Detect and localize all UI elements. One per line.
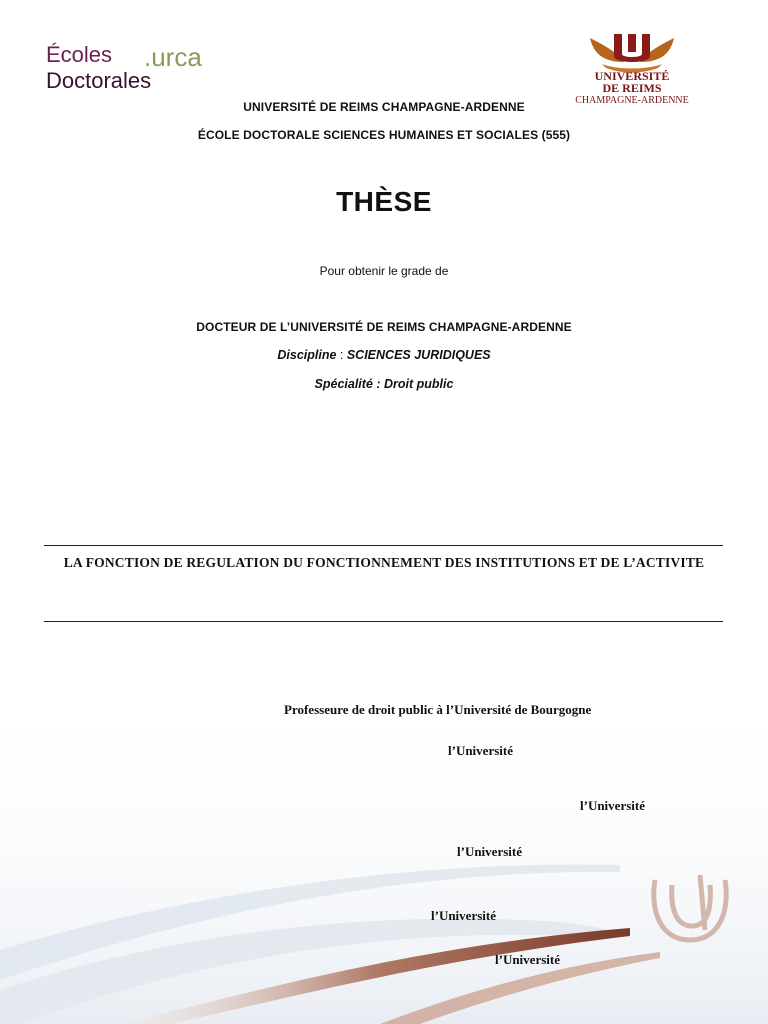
purpose-text: Pour obtenir le grade de xyxy=(319,264,449,278)
jury-member-1: Professeure de droit public à l’Université de Bourgogne xyxy=(284,702,592,717)
logo-ecoles-text: Écoles xyxy=(46,42,113,67)
jury-member-3: l’Université xyxy=(580,798,645,813)
discipline-value: SCIENCES JURIDIQUES xyxy=(346,348,491,362)
ecoles-doctorales-logo xyxy=(46,40,236,96)
logo-urca-text: .urca xyxy=(144,42,202,72)
logo-univ-line1: UNIVERSITÉ xyxy=(594,69,670,83)
page-title: THÈSE xyxy=(336,186,432,217)
logo-univ-line3: CHAMPAGNE-ARDENNE xyxy=(575,95,689,106)
background-swoosh xyxy=(0,690,768,1024)
university-name: UNIVERSITÉ DE REIMS CHAMPAGNE-ARDENNE xyxy=(243,100,525,114)
jury-member-4: l’Université xyxy=(457,844,522,859)
logo-doctorales-text: Doctorales xyxy=(46,68,152,93)
university-emblem-icon xyxy=(590,34,674,73)
specialty-text: Spécialité : Droit public xyxy=(314,377,454,391)
discipline-separator: : xyxy=(336,348,347,362)
jury-member-5: l’Université xyxy=(431,908,496,923)
jury-member-6: l’Université xyxy=(495,952,560,967)
doctoral-school: ÉCOLE DOCTORALE SCIENCES HUMAINES ET SOCIALES (555) xyxy=(197,128,571,142)
logo-univ-line2: DE REIMS xyxy=(602,81,662,95)
bottom-rule xyxy=(44,621,723,622)
discipline-label: Discipline xyxy=(277,348,337,362)
thesis-subject: LA FONCTION DE REGULATION DU FONCTIONNEMENT DES INSTITUTIONS ET DE L’ACTIVITE xyxy=(63,555,705,570)
discipline-line xyxy=(0,348,768,362)
degree-text: DOCTEUR DE L’UNIVERSITÉ DE REIMS CHAMPAGNE-ARDENNE xyxy=(196,320,572,334)
jury-member-2: l’Université xyxy=(448,743,513,758)
universite-reims-logo xyxy=(562,30,702,110)
top-rule xyxy=(44,545,723,546)
